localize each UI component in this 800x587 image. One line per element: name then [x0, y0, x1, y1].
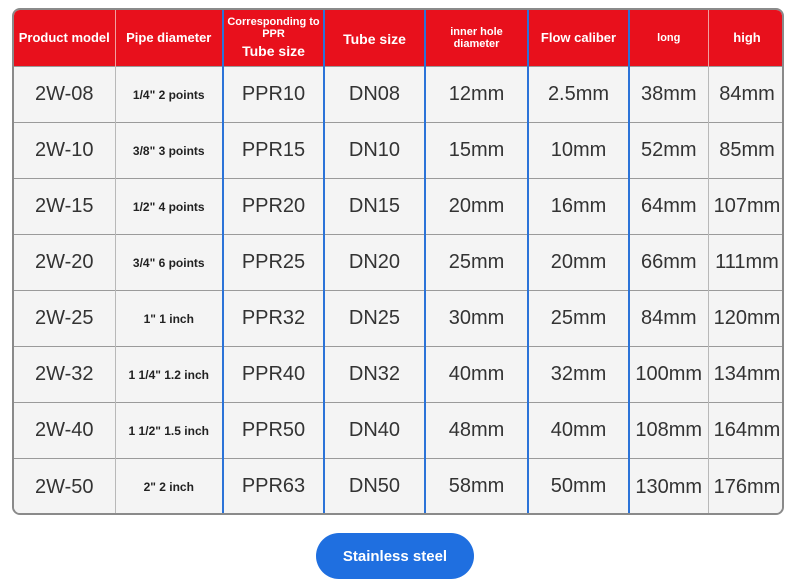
cell-ppr-tube-size: PPR10	[223, 67, 324, 123]
cell-flow-caliber: 25mm	[528, 291, 629, 347]
cell-long: 64mm	[629, 179, 708, 235]
cell-high: 85mm	[708, 123, 784, 179]
cell-flow-caliber: 16mm	[528, 179, 629, 235]
cell-long: 52mm	[629, 123, 708, 179]
cell-tube-size: DN10	[324, 123, 425, 179]
cell-tube-size: DN50	[324, 459, 425, 516]
cell-inner-hole-diameter: 48mm	[425, 403, 528, 459]
cell-pipe-diameter: 1 1/4" 1.2 inch	[115, 347, 223, 403]
cell-inner-hole-diameter: 40mm	[425, 347, 528, 403]
cell-high: 176mm	[708, 459, 784, 516]
cell-product-model: 2W-50	[14, 459, 115, 516]
cell-tube-size: DN20	[324, 235, 425, 291]
cell-high: 107mm	[708, 179, 784, 235]
cell-high: 134mm	[708, 347, 784, 403]
header-tube-size: Tube size	[324, 10, 425, 67]
cell-long: 66mm	[629, 235, 708, 291]
cell-product-model: 2W-25	[14, 291, 115, 347]
cell-pipe-diameter: 2" 2 inch	[115, 459, 223, 516]
cell-ppr-tube-size: PPR40	[223, 347, 324, 403]
cell-high: 111mm	[708, 235, 784, 291]
cell-ppr-tube-size: PPR20	[223, 179, 324, 235]
header-ppr-tube-size: Corresponding to PPR Tube size	[223, 10, 324, 67]
header-flow-caliber: Flow caliber	[528, 10, 629, 67]
cell-tube-size: DN15	[324, 179, 425, 235]
cell-long: 100mm	[629, 347, 708, 403]
cell-flow-caliber: 50mm	[528, 459, 629, 516]
cell-flow-caliber: 20mm	[528, 235, 629, 291]
cell-ppr-tube-size: PPR15	[223, 123, 324, 179]
table-row	[14, 459, 784, 516]
cell-pipe-diameter: 1" 1 inch	[115, 291, 223, 347]
header-row	[14, 10, 784, 67]
cell-inner-hole-diameter: 25mm	[425, 235, 528, 291]
header-high: high	[708, 10, 784, 67]
cell-high: 164mm	[708, 403, 784, 459]
cell-ppr-tube-size: PPR25	[223, 235, 324, 291]
cell-pipe-diameter: 1 1/2" 1.5 inch	[115, 403, 223, 459]
cell-high: 84mm	[708, 67, 784, 123]
cell-inner-hole-diameter: 30mm	[425, 291, 528, 347]
header-pipe-diameter: Pipe diameter	[115, 10, 223, 67]
stainless-steel-button[interactable]: Stainless steel	[316, 533, 474, 579]
cell-ppr-tube-size: PPR63	[223, 459, 324, 516]
table-row	[14, 235, 784, 291]
cell-product-model: 2W-15	[14, 179, 115, 235]
cell-tube-size: DN25	[324, 291, 425, 347]
cell-long: 108mm	[629, 403, 708, 459]
table-row	[14, 347, 784, 403]
cell-product-model: 2W-32	[14, 347, 115, 403]
cell-flow-caliber: 32mm	[528, 347, 629, 403]
cell-pipe-diameter: 1/2" 4 points	[115, 179, 223, 235]
cell-inner-hole-diameter: 58mm	[425, 459, 528, 516]
table-row	[14, 67, 784, 123]
table-row	[14, 123, 784, 179]
cell-ppr-tube-size: PPR32	[223, 291, 324, 347]
cell-high: 120mm	[708, 291, 784, 347]
cell-product-model: 2W-40	[14, 403, 115, 459]
cell-inner-hole-diameter: 15mm	[425, 123, 528, 179]
spec-table	[14, 10, 784, 515]
header-long: long	[629, 10, 708, 67]
cell-flow-caliber: 10mm	[528, 123, 629, 179]
cell-tube-size: DN40	[324, 403, 425, 459]
table-row	[14, 403, 784, 459]
cell-product-model: 2W-10	[14, 123, 115, 179]
cell-long: 38mm	[629, 67, 708, 123]
cell-tube-size: DN08	[324, 67, 425, 123]
cell-pipe-diameter: 3/4" 6 points	[115, 235, 223, 291]
header-inner-hole-diameter: inner hole diameter	[425, 10, 528, 67]
cell-inner-hole-diameter: 12mm	[425, 67, 528, 123]
cell-pipe-diameter: 3/8" 3 points	[115, 123, 223, 179]
table-row	[14, 179, 784, 235]
cell-ppr-tube-size: PPR50	[223, 403, 324, 459]
cell-inner-hole-diameter: 20mm	[425, 179, 528, 235]
cell-product-model: 2W-20	[14, 235, 115, 291]
cell-flow-caliber: 40mm	[528, 403, 629, 459]
table-row	[14, 291, 784, 347]
spec-table-container	[12, 8, 784, 515]
cell-pipe-diameter: 1/4" 2 points	[115, 67, 223, 123]
cell-product-model: 2W-08	[14, 67, 115, 123]
cell-long: 130mm	[629, 459, 708, 516]
cell-tube-size: DN32	[324, 347, 425, 403]
header-product-model: Product model	[14, 10, 115, 67]
cell-flow-caliber: 2.5mm	[528, 67, 629, 123]
cell-long: 84mm	[629, 291, 708, 347]
